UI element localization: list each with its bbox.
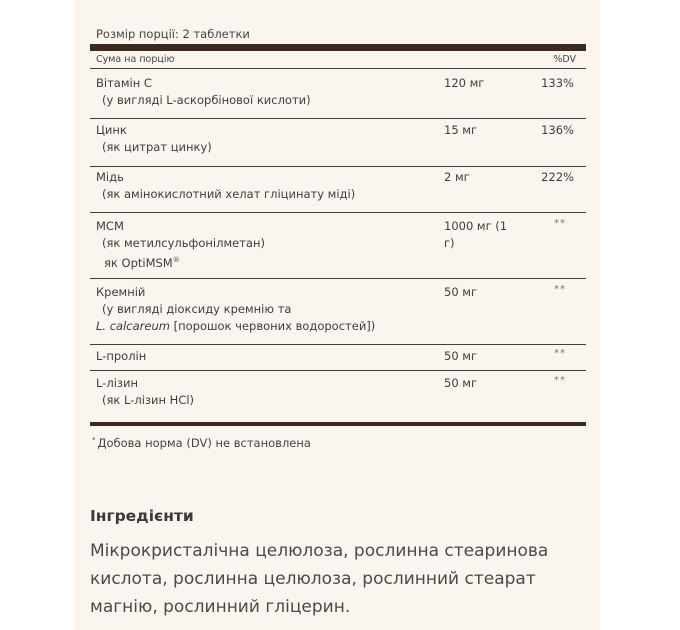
row-rule: [90, 212, 586, 213]
nutrient-name: MCM: [96, 219, 124, 233]
nutrient-amount: 1000 мг (1: [444, 219, 508, 233]
nutrient-amount: 50 мг: [444, 376, 478, 390]
nutrient-dv: **: [554, 348, 566, 359]
row-rule: [90, 370, 586, 371]
footnote: [92, 436, 311, 450]
nutrient-dv: **: [554, 284, 566, 295]
nutrient-source-rest: [порошок червоних водоростей]): [169, 319, 376, 333]
nutrient-amount: 50 мг: [444, 349, 478, 363]
table-header: [96, 54, 576, 68]
trademark-mark: ®: [172, 256, 180, 264]
nutrient-amount: 50 мг: [444, 285, 478, 299]
footnote-mark: *: [92, 436, 96, 444]
nutrient-dv: **: [554, 375, 566, 386]
nutrient-dv: **: [554, 218, 566, 229]
footnote-text: Добова норма (DV) не встановлена: [97, 436, 311, 450]
serving-size: Розмір порції: 2 таблетки: [96, 27, 250, 41]
nutrient-name: Вітамін С: [96, 76, 152, 90]
nutrient-source: (у вигляді L-аскорбінової кислоти): [102, 93, 311, 107]
row-rule: [90, 166, 586, 167]
nutrient-dv: 222%: [541, 170, 574, 184]
ingredients-text: Мікрокристалічна целюлоза, рослинна стеаринова кислота, рослинна целюлоза, рослинний стеарат магнію, рослинний гліцерин.: [90, 541, 549, 617]
nutrient-source: (як амінокислотний хелат гліцинату міді): [102, 187, 356, 201]
header-rule: [90, 68, 586, 69]
bottom-thick-rule: [90, 422, 586, 426]
row-rule: [90, 278, 586, 279]
nutrient-name: L-пролін: [96, 349, 147, 363]
nutrient-name: Мідь: [96, 170, 124, 184]
nutrient-name: L-лізин: [96, 376, 139, 390]
nutrient-name: Цинк: [96, 123, 127, 137]
ingredients-heading: Інгредієнти: [90, 507, 194, 525]
nutrient-source-italic: L. calcareum: [96, 319, 170, 333]
nutrient-brand: як OptiMSM: [104, 255, 173, 270]
nutrient-name: Кремній: [96, 285, 146, 299]
dv-label: %DV: [553, 54, 576, 65]
nutrient-source: (як цитрат цинку): [102, 140, 212, 154]
nutrient-source: (як метилсульфонілметан): [102, 236, 265, 250]
nutrient-source: (у вигляді діоксиду кремнію та: [102, 302, 292, 316]
nutrient-amount: 2 мг: [444, 170, 470, 184]
top-thick-rule: [90, 44, 586, 51]
nutrient-amount: 15 мг: [444, 123, 478, 137]
row-rule: [90, 344, 586, 345]
nutrient-amount: 120 мг: [444, 76, 485, 90]
nutrient-dv: 136%: [541, 123, 574, 137]
nutrient-dv: 133%: [541, 76, 574, 90]
row-rule: [90, 118, 586, 119]
amount-per-serving-label: Сума на порцію: [96, 54, 175, 65]
nutrient-amount-cont: г): [444, 236, 455, 250]
nutrient-source: (як L-лізин HCl): [102, 393, 195, 407]
